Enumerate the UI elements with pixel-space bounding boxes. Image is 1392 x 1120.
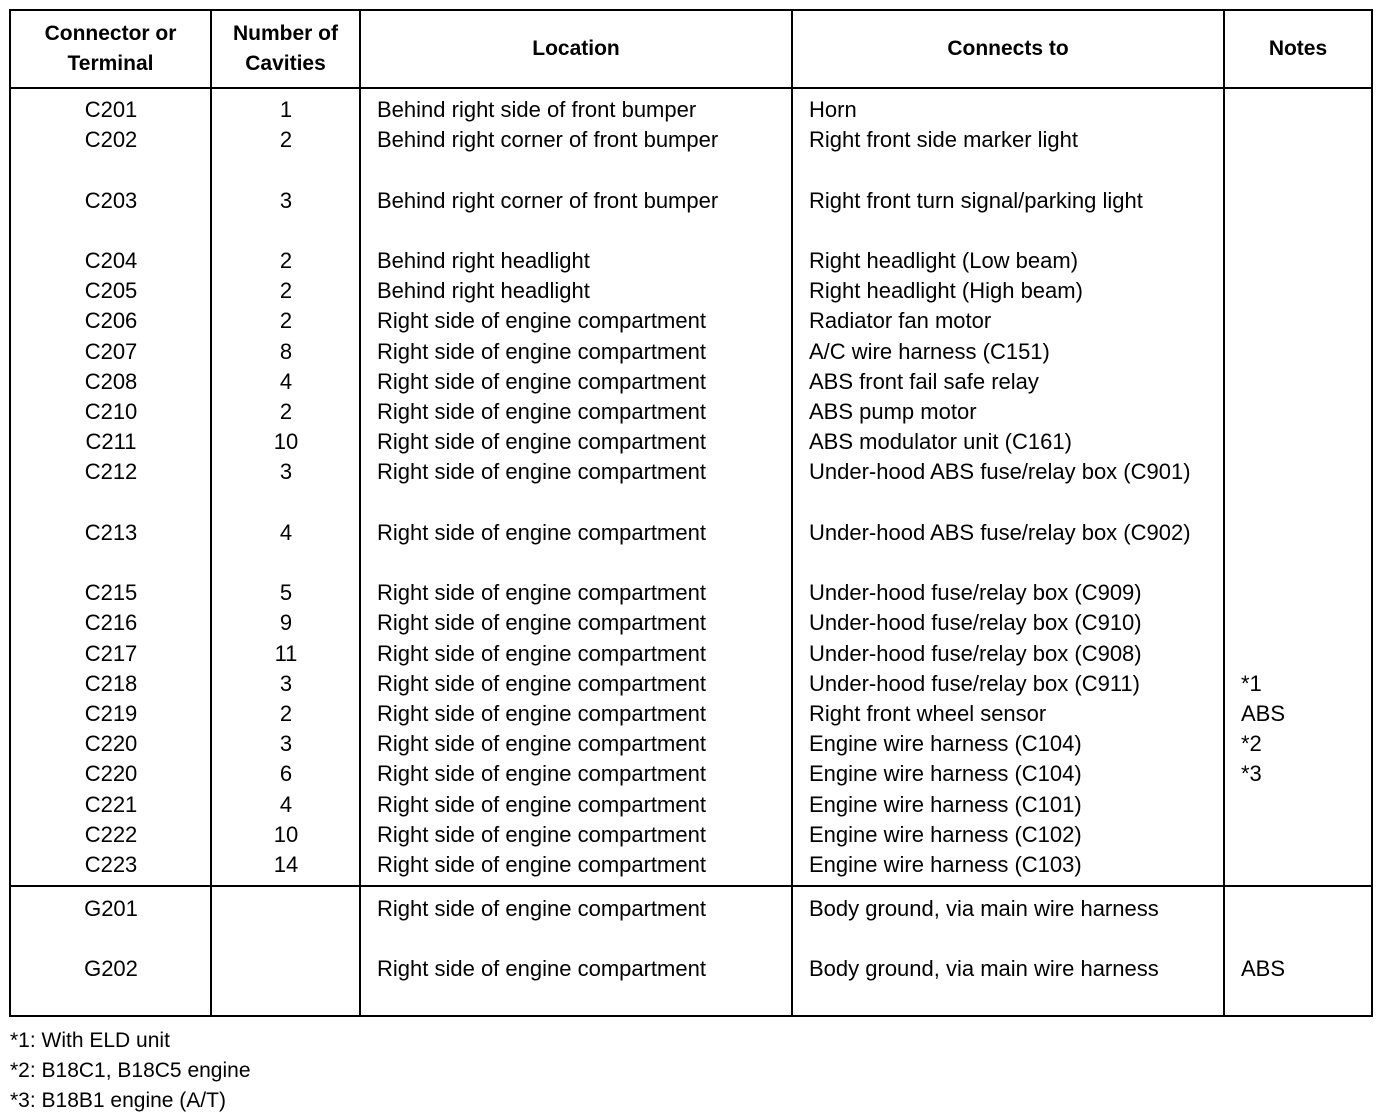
footnotes xyxy=(10,1026,251,1116)
cavities-cell: 3 xyxy=(279,670,293,696)
location-cell: Right side of engine compartment xyxy=(377,399,706,424)
location-cell: Right side of engine compartment xyxy=(377,368,706,394)
location-cell: Right side of engine compartment xyxy=(377,761,706,787)
location-cell: Right side of engine compartment xyxy=(377,610,706,636)
cavities-cell: 3 xyxy=(279,459,293,485)
connector-table xyxy=(9,9,1373,1017)
cavities-cell: 4 xyxy=(279,791,293,817)
connects-to-cell: ABS front fail safe relay xyxy=(809,368,1039,394)
terminal-cell: C201 xyxy=(84,97,138,122)
location-cell: Right side of engine compartment xyxy=(377,519,706,545)
terminal-cell: C215 xyxy=(84,580,138,606)
terminal-cell: C223 xyxy=(84,852,138,877)
connects-to-cell: Horn xyxy=(809,97,857,122)
cavities-cell: 8 xyxy=(279,338,293,364)
terminal-cell: C206 xyxy=(84,308,138,334)
connects-to-cell: ABS modulator unit (C161) xyxy=(809,429,1072,455)
terminal-cell: C205 xyxy=(84,278,138,304)
connects-to-cell: Under-hood fuse/relay box (C908) xyxy=(809,640,1142,666)
connects-to-cell: Engine wire harness (C104) xyxy=(809,731,1082,757)
location-cell: Right side of engine compartment xyxy=(377,640,706,666)
section-divider xyxy=(11,885,1371,887)
location-cell: Right side of engine compartment xyxy=(377,956,706,982)
header-location: Location xyxy=(532,37,620,60)
terminal-cell: C204 xyxy=(84,248,138,273)
footnote: *1: With ELD unit xyxy=(10,1029,170,1052)
location-cell: Behind right corner of front bumper xyxy=(377,187,719,213)
location-cell: Right side of engine compartment xyxy=(377,731,706,757)
terminal-cell: C219 xyxy=(84,701,138,726)
cavities-cell: 4 xyxy=(279,519,293,545)
connects-to-cell: Radiator fan motor xyxy=(809,308,992,334)
location-cell: Behind right corner of front bumper xyxy=(377,127,719,153)
terminal-cell: C207 xyxy=(84,338,138,364)
location-cell: Behind right headlight xyxy=(377,278,590,304)
connects-to-cell: Right front side marker light xyxy=(809,127,1078,153)
footnote: *3: B18B1 engine (A/T) xyxy=(10,1089,226,1112)
header-divider xyxy=(11,87,1371,89)
column-divider xyxy=(791,11,793,1015)
cavities-cell: 2 xyxy=(279,399,293,424)
location-cell: Right side of engine compartment xyxy=(377,852,706,877)
cavities-cell: 6 xyxy=(279,761,293,787)
terminal-cell: C220 xyxy=(84,731,138,757)
cavities-cell: 2 xyxy=(279,701,293,726)
cavities-cell: 2 xyxy=(279,127,293,153)
terminal-cell: C221 xyxy=(84,791,138,817)
terminal-cell: C208 xyxy=(84,368,138,394)
location-cell: Right side of engine compartment xyxy=(377,896,706,921)
cavities-cell: 10 xyxy=(273,429,299,455)
terminal-cell: C211 xyxy=(85,429,137,455)
cavities-cell: 9 xyxy=(279,610,293,636)
location-cell: Right side of engine compartment xyxy=(377,791,706,817)
connects-to-cell: Under-hood fuse/relay box (C911) xyxy=(809,670,1140,696)
connects-to-cell: Engine wire harness (C102) xyxy=(809,821,1082,847)
location-cell: Right side of engine compartment xyxy=(377,701,706,726)
terminal-cell: C203 xyxy=(84,187,138,213)
terminal-cell: C212 xyxy=(84,459,138,485)
location-cell: Right side of engine compartment xyxy=(377,308,706,334)
terminal-cell: G202 xyxy=(84,956,138,982)
location-cell: Right side of engine compartment xyxy=(377,338,706,364)
cavities-cell: 11 xyxy=(274,640,298,666)
cavities-cell: 2 xyxy=(279,248,293,273)
cavities-cell: 4 xyxy=(279,368,293,394)
connects-to-cell: Under-hood fuse/relay box (C909) xyxy=(809,580,1142,606)
location-cell: Right side of engine compartment xyxy=(377,670,706,696)
notes-cell: *1 xyxy=(1241,670,1262,696)
terminal-cell: C217 xyxy=(84,640,138,666)
header-terminal: Connector or Terminal xyxy=(44,22,177,75)
location-cell: Right side of engine compartment xyxy=(377,429,706,455)
connects-to-cell: Body ground, via main wire harness xyxy=(809,956,1159,982)
cavities-cell: 2 xyxy=(279,278,293,304)
header-connects-to: Connects to xyxy=(947,37,1069,60)
notes-cell: ABS xyxy=(1241,701,1286,726)
terminal-cell: C216 xyxy=(84,610,138,636)
header-notes: Notes xyxy=(1268,37,1328,60)
terminal-cell: C222 xyxy=(84,821,138,847)
connects-to-cell: Right headlight (Low beam) xyxy=(809,248,1079,273)
location-cell: Right side of engine compartment xyxy=(377,821,706,847)
terminal-cell: C213 xyxy=(84,519,138,545)
cavities-cell: 5 xyxy=(279,580,293,606)
connects-to-cell: Body ground, via main wire harness xyxy=(809,896,1159,921)
notes-cell: ABS xyxy=(1241,956,1286,982)
header-cavities: Number of Cavities xyxy=(233,22,338,75)
notes-cell: *3 xyxy=(1241,761,1262,787)
connects-to-cell: Under-hood ABS fuse/relay box (C901) xyxy=(809,459,1191,485)
cavities-cell: 2 xyxy=(279,308,293,334)
terminal-cell: C210 xyxy=(84,399,138,424)
location-cell: Behind right side of front bumper xyxy=(377,97,697,122)
cavities-cell: 3 xyxy=(279,731,293,757)
terminal-cell: C220 xyxy=(84,761,138,787)
cavities-cell: 14 xyxy=(273,852,299,877)
location-cell: Right side of engine compartment xyxy=(377,459,706,485)
connects-to-cell: Under-hood ABS fuse/relay box (C902) xyxy=(809,519,1191,545)
cavities-cell: 3 xyxy=(279,187,293,213)
connects-to-cell: Engine wire harness (C104) xyxy=(809,761,1082,787)
connects-to-cell: Right front wheel sensor xyxy=(809,701,1047,726)
location-cell: Right side of engine compartment xyxy=(377,580,706,606)
notes-cell: *2 xyxy=(1241,731,1262,757)
connects-to-cell: Engine wire harness (C103) xyxy=(809,852,1082,877)
cavities-cell: 10 xyxy=(273,821,299,847)
connects-to-cell: Engine wire harness (C101) xyxy=(809,791,1082,817)
terminal-cell: C202 xyxy=(84,127,138,153)
connects-to-cell: Right headlight (High beam) xyxy=(809,278,1083,304)
terminal-cell: G201 xyxy=(84,896,138,921)
connects-to-cell: Right front turn signal/parking light xyxy=(809,187,1143,213)
connects-to-cell: Under-hood fuse/relay box (C910) xyxy=(809,610,1142,636)
footnote: *2: B18C1, B18C5 engine xyxy=(10,1059,251,1082)
connects-to-cell: ABS pump motor xyxy=(809,399,977,424)
location-cell: Behind right headlight xyxy=(377,248,590,273)
terminal-cell: C218 xyxy=(84,670,138,696)
cavities-cell: 1 xyxy=(279,97,293,122)
connects-to-cell: A/C wire harness (C151) xyxy=(809,338,1050,364)
